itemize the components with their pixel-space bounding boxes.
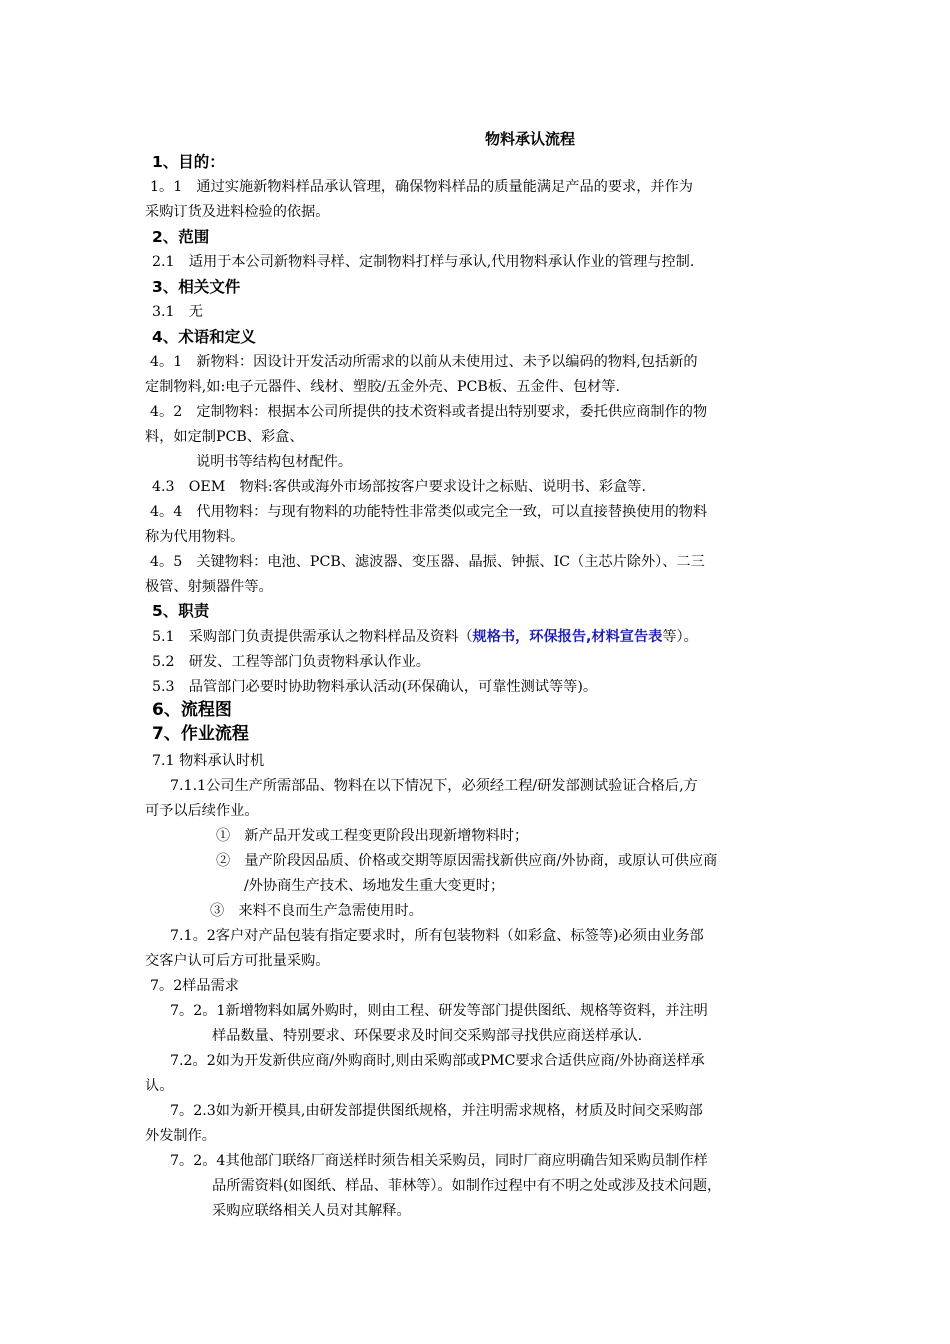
paragraph-line: 7.1.1公司生产所需部品、物料在以下情况下，必须经工程/研发部测试验证合格后,方 — [170, 778, 698, 794]
paragraph-line: 料，如定制PCB、彩盒、 — [145, 429, 304, 445]
paragraph-line: 2.1 适用于本公司新物料寻样、定制物料打样与承认,代用物料承认作业的管理与控制. — [152, 254, 695, 270]
paragraph-line: 7。2。1新增物料如属外购时，则由工程、研发等部门提供图纸、规格等资料，并注明 — [170, 1003, 708, 1019]
paragraph-line: 4。1 新物料：因设计开发活动所需求的以前从未使用过、未予以编码的物料,包括新的 — [150, 354, 698, 370]
paragraph-line: 可予以后续作业。 — [145, 803, 259, 819]
paragraph-line: 样品数量、特别要求、环保要求及时间交采购部寻找供应商送样承认. — [212, 1028, 643, 1044]
text-span: 等）。 — [662, 629, 698, 645]
paragraph-line: 认。 — [145, 1078, 174, 1094]
document-title: 物料承认流程 — [484, 130, 575, 148]
text-span: 5.1 采购部门负责提供需承认之物料样品及资料（ — [152, 629, 473, 645]
section-heading-purpose: 1、目的： — [152, 153, 225, 171]
paragraph-line: 7。2样品需求 — [150, 978, 239, 994]
paragraph-line: 7.1 物料承认时机 — [152, 753, 265, 769]
paragraph-line: 交客户认可后方可批量采购。 — [145, 953, 330, 969]
list-item-continuation: /外协商生产技术、场地发生重大变更时； — [244, 878, 505, 894]
list-item: ① 新产品开发或工程变更阶段出现新增物料时； — [216, 828, 529, 844]
paragraph-line: 说明书等结构包材配件。 — [196, 454, 353, 470]
paragraph-line: 品所需资料(如图纸、样品、菲林等）。如制作过程中有不明之处或涉及技术问题， — [212, 1178, 722, 1194]
paragraph-line: 定制物料,如:电子元器件、线材、塑胶/五金外壳、PCB板、五金件、包材等. — [145, 379, 621, 395]
section-heading-flowchart: 6、流程图 — [152, 700, 232, 720]
paragraph-line — [152, 627, 698, 647]
highlighted-text: 规格书，环保报告,材料宣告表 — [472, 629, 663, 645]
list-item: ② 量产阶段因品质、价格或交期等原因需找新供应商/外协商，或原认可供应商 — [216, 853, 718, 869]
paragraph-line: 4.3 OEM 物料:客供或海外市场部按客户要求设计之标贴、说明书、彩盒等. — [152, 479, 646, 495]
paragraph-line: 1。1 通过实施新物料样品承认管理，确保物料样品的质量能满足产品的要求，并作为 — [150, 179, 693, 195]
section-heading-responsibilities: 5、职责 — [152, 602, 210, 620]
paragraph-line: 7.2。2如为开发新供应商/外购商时,则由采购部或PMC要求合适供应商/外协商送样承 — [170, 1053, 705, 1069]
section-heading-procedure: 7、作业流程 — [152, 724, 249, 744]
paragraph-line: 称为代用物料。 — [145, 529, 245, 545]
section-heading-related-documents: 3、相关文件 — [152, 278, 241, 296]
list-item: ③ 来料不良而生产急需使用时。 — [210, 903, 423, 919]
paragraph-line: 3.1 无 — [152, 304, 203, 320]
paragraph-line: 7.1。2客户对产品包装有指定要求时，所有包装物料（如彩盒、标签等)必须由业务部 — [170, 928, 704, 944]
paragraph-line: 5.3 品管部门必要时协助物料承认活动(环保确认，可靠性测试等等)。 — [152, 679, 598, 695]
section-heading-terms: 4、术语和定义 — [152, 328, 256, 346]
paragraph-line: 5.2 研发、工程等部门负责物料承认作业。 — [152, 654, 430, 670]
paragraph-line: 4。2 定制物料：根据本公司所提供的技术资料或者提出特别要求，委托供应商制作的物 — [150, 404, 708, 420]
paragraph-line: 7。2.3如为新开模具,由研发部提供图纸规格，并注明需求规格，材质及时间交采购部 — [170, 1103, 703, 1119]
paragraph-line: 采购应联络相关人员对其解释。 — [212, 1203, 411, 1219]
paragraph-line: 采购订货及进料检验的依据。 — [145, 204, 330, 220]
section-heading-scope: 2、范围 — [152, 228, 210, 246]
paragraph-line: 4。4 代用物料：与现有物料的功能特性非常类似或完全一致，可以直接替换使用的物料 — [150, 504, 708, 520]
paragraph-line: 外发制作。 — [145, 1128, 216, 1144]
paragraph-line: 极管、射频器件等。 — [145, 579, 273, 595]
paragraph-line: 7。2。4其他部门联络厂商送样时须告相关采购员，同时厂商应明确告知采购员制作样 — [170, 1153, 708, 1169]
paragraph-line: 4。5 关键物料：电池、PCB、滤波器、变压器、晶振、钟振、IC（主芯片除外）、二三 — [150, 554, 705, 570]
